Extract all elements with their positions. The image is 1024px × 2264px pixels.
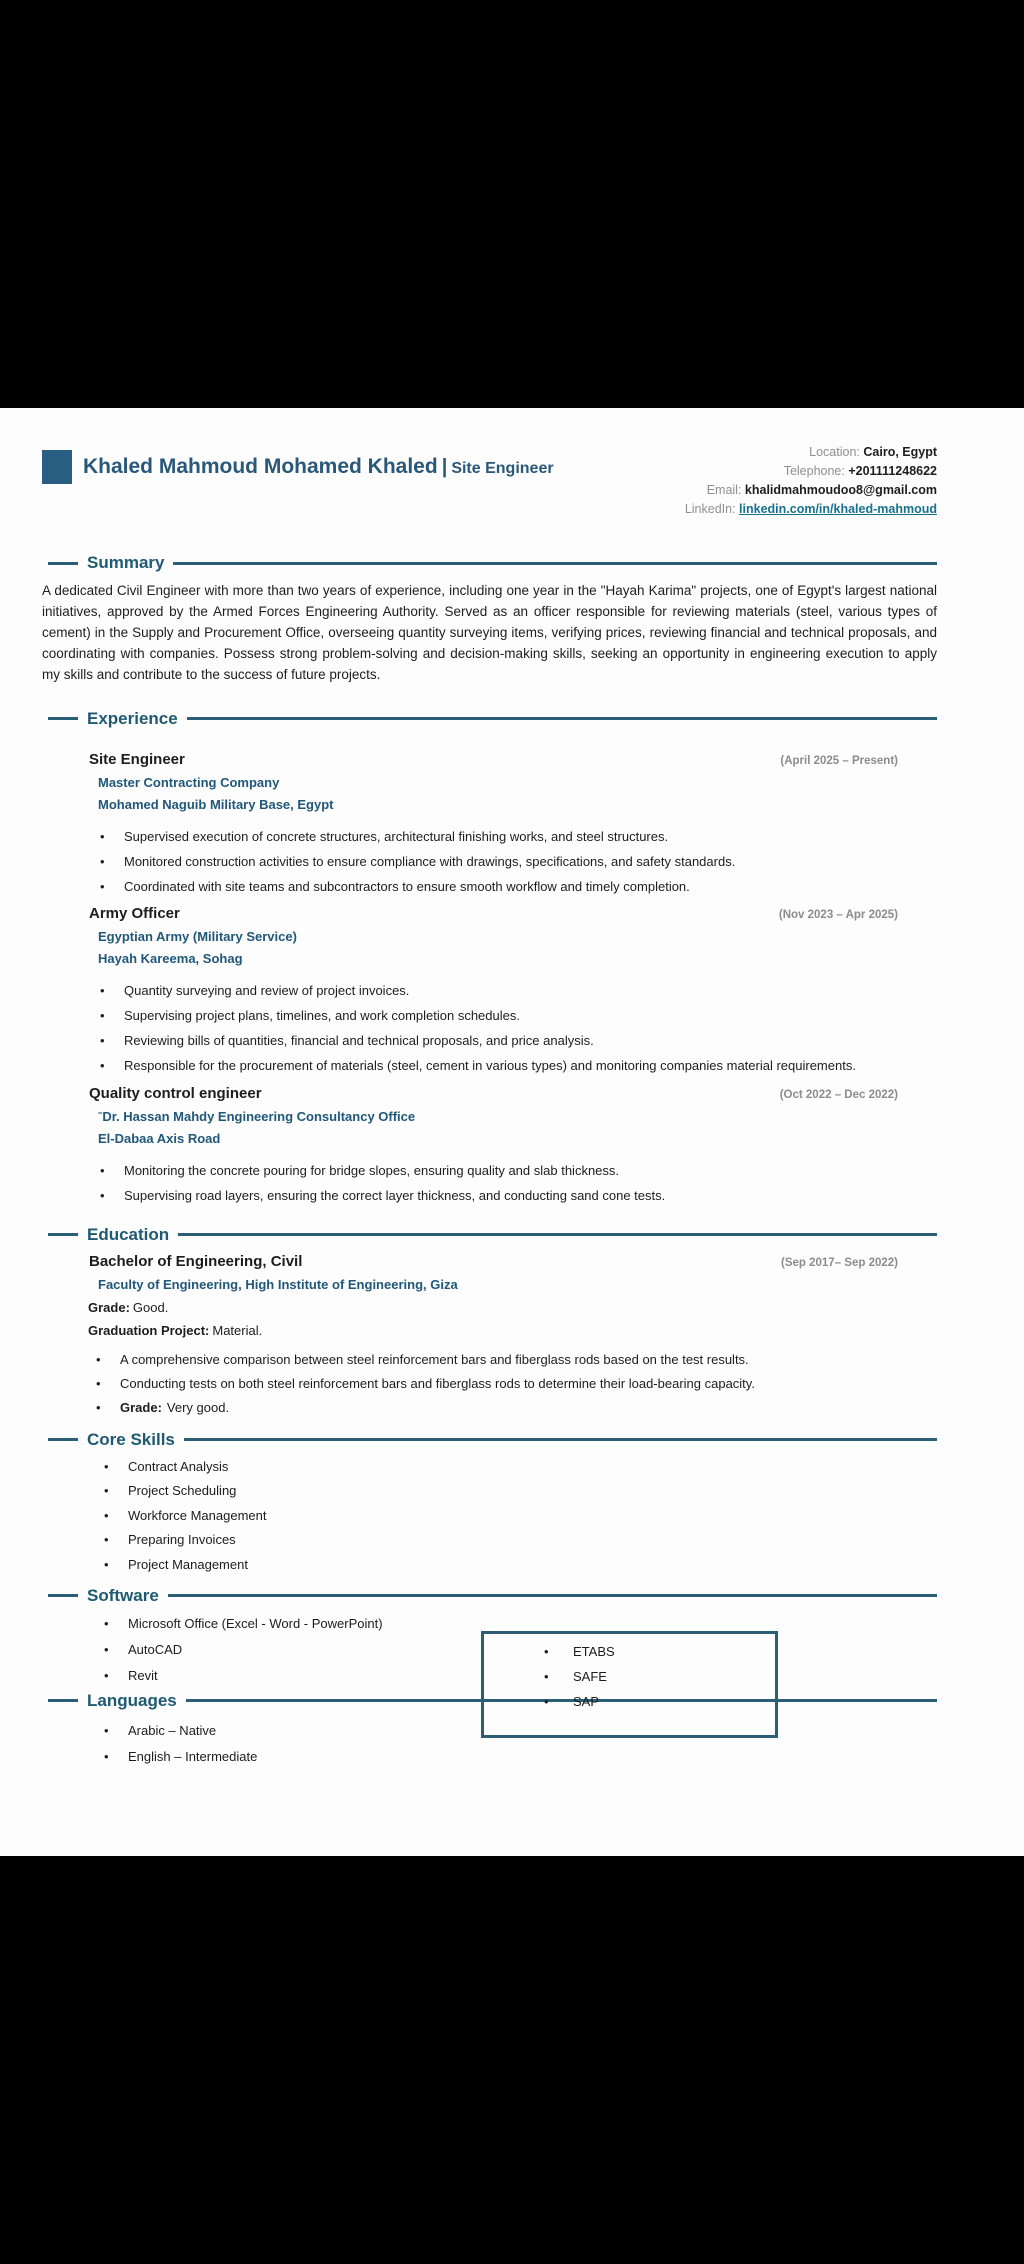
job-bullets — [42, 1158, 937, 1208]
location-value: Cairo, Egypt — [863, 445, 937, 459]
core-skills-list — [42, 1455, 937, 1578]
software-text: • AutoCAD — [128, 1641, 183, 1657]
project-label: Graduation Project: — [88, 1322, 210, 1338]
grade-bullet-value: Very good. — [166, 1399, 230, 1415]
contact-telephone — [685, 462, 937, 481]
summary-paragraph: A dedicated Civil Engineer with more than two years of experience, including one year in the "Hayah Karima" projects, one of Egypt's largest national initiatives, approved by the Armed Forces Engineering Authority. Served as an officer responsible for reviewing materials (steel, various types of cement) in the Supply and Procurement Office, overseeing quantity surveying items, verifying prices, reviewing financial and technical proposals, and coordinating with companies. Possess strong problem-solving and decision-making skills, seeking an opportunity in engineering execution to apply my skills and contribute to the success of future projects. — [42, 583, 937, 682]
person-name: Khaled Mahmoud Mohamed Khaled — [83, 455, 438, 478]
job-location: El-Dabaa Axis Road — [98, 1130, 221, 1146]
name-role-separator: | — [441, 456, 448, 478]
telephone-label: Telephone: — [783, 464, 845, 478]
location-label: Location: — [809, 445, 860, 459]
name-block — [42, 450, 554, 518]
skill-item — [42, 1528, 937, 1553]
skill-text: • Workforce Management — [128, 1507, 267, 1523]
skill-item — [42, 1553, 937, 1578]
rule-right — [187, 717, 937, 720]
job-location: Hayah Kareema, Sohag — [98, 950, 243, 966]
degree-header — [42, 1250, 937, 1274]
job-organization: Egyptian Army (Military Service) — [98, 928, 297, 944]
bullet-text: • Conducting tests on both steel reinforcement bars and fiberglass rods to determine their load-bearing capacity. — [120, 1375, 755, 1391]
bullet-item — [42, 1053, 937, 1078]
bullet-text: • Supervising road layers, ensuring the correct layer thickness, and conducting sand cone tests. — [124, 1187, 666, 1203]
language-text: • English – Intermediate — [128, 1748, 258, 1764]
contact-linkedin — [685, 500, 937, 519]
grade-label: Grade: — [88, 1299, 130, 1315]
bullet-text: • Monitored construction activities to ensure compliance with drawings, specifications, and safety standards. — [124, 853, 736, 869]
degree-title: Bachelor of Engineering, Civil — [89, 1252, 303, 1270]
software-text: • Revit — [128, 1667, 158, 1683]
contact-block — [685, 443, 937, 518]
email-label: Email: — [706, 483, 742, 497]
bullet-item — [42, 849, 937, 874]
linkedin-label: LinkedIn: — [684, 502, 736, 516]
bullet-item — [42, 978, 937, 1003]
bullet-item — [42, 1396, 937, 1420]
job-header — [42, 1082, 937, 1106]
email-value: khalidmahmoudoo8@gmail.com — [744, 483, 937, 497]
rule-right — [173, 562, 937, 565]
bullet-item — [42, 1158, 937, 1183]
section-header-education — [48, 1224, 937, 1246]
bullet-text: • Responsible for the procurement of materials (steel, cement in various types) and monitoring companies material requirements. — [124, 1057, 856, 1073]
resume-document — [0, 408, 1024, 1856]
software-text: • Microsoft Office (Excel - Word - PowerPoint) — [128, 1615, 383, 1631]
software-text: • SAFE — [573, 1669, 607, 1684]
job-organization: ˉDr. Hassan Mahdy Engineering Consultancy Office — [98, 1108, 416, 1124]
rule-left — [48, 1699, 78, 1702]
bullet-item — [42, 1183, 937, 1208]
software-list-right-box — [481, 1631, 778, 1738]
section-header-software — [48, 1585, 937, 1607]
software-item — [484, 1689, 775, 1714]
graduation-project-line — [42, 1319, 937, 1342]
grade-line — [42, 1296, 937, 1319]
job-organization: Master Contracting Company — [98, 774, 280, 790]
bullet-text: • A comprehensive comparison between steel reinforcement bars and fiberglass rods based on the test results. — [120, 1351, 749, 1367]
skill-item — [42, 1504, 937, 1529]
education-title: Education — [87, 1224, 170, 1244]
grade-value: Good. — [132, 1299, 169, 1315]
person-role: Site Engineer — [451, 460, 554, 477]
contact-location — [685, 443, 937, 462]
summary-title: Summary — [87, 553, 165, 572]
software-item — [484, 1664, 775, 1689]
skill-text: • Project Management — [128, 1556, 248, 1572]
contact-email — [685, 481, 937, 500]
skill-text: • Project Scheduling — [128, 1483, 237, 1499]
bullet-item — [42, 1003, 937, 1028]
language-text: • Arabic – Native — [128, 1722, 217, 1738]
rule-left — [48, 1594, 78, 1597]
rule-left — [48, 717, 78, 720]
job-title: Quality control engineer — [89, 1084, 262, 1102]
rule-right — [178, 1233, 937, 1236]
name-line — [83, 450, 554, 486]
bullet-text: • Coordinated with site teams and subcontractors to ensure smooth workflow and timely completion. — [124, 878, 690, 894]
language-item — [42, 1744, 937, 1770]
job-location: Mohamed Naguib Military Base, Egypt — [98, 796, 334, 812]
job-date: (Nov 2023 – Apr 2025) — [778, 908, 898, 921]
skill-text: • Contract Analysis — [128, 1458, 229, 1474]
job-title: Site Engineer — [89, 750, 185, 768]
school-name: Faculty of Engineering, High Institute of Engineering, Giza — [98, 1276, 458, 1292]
degree-date: (Sep 2017– Sep 2022) — [781, 1256, 898, 1269]
section-header-summary — [48, 552, 937, 574]
software-text: • SAP — [573, 1694, 600, 1709]
bullet-text: • Quantity surveying and review of project invoices. — [124, 982, 410, 998]
skill-item — [42, 1479, 937, 1504]
education-bullets — [42, 1348, 937, 1420]
rule-left — [48, 1233, 78, 1236]
section-header-experience — [48, 708, 937, 730]
bullet-item — [42, 824, 937, 849]
job-header — [42, 902, 937, 926]
job-title: Army Officer — [89, 904, 180, 922]
rule-right — [184, 1438, 937, 1441]
job-date: (Oct 2022 – Dec 2022) — [779, 1088, 898, 1101]
bullet-item — [42, 874, 937, 899]
brand-square-icon — [42, 450, 72, 484]
project-value: Material. — [212, 1322, 263, 1338]
bullet-text: • Supervised execution of concrete structures, architectural finishing works, and steel structures. — [124, 828, 669, 844]
bullet-item — [42, 1372, 937, 1396]
experience-title: Experience — [87, 708, 178, 728]
bullet-text: • Supervising project plans, timelines, and work completion schedules. — [124, 1007, 520, 1023]
job-bullets — [42, 824, 937, 899]
software-title: Software — [87, 1585, 159, 1605]
job-bullets — [42, 978, 937, 1078]
rule-left — [48, 1438, 78, 1441]
bullet-text: • Reviewing bills of quantities, financial and technical proposals, and price analysis. — [124, 1032, 594, 1048]
telephone-value: +201111248622 — [848, 464, 937, 478]
section-header-core-skills — [48, 1429, 937, 1451]
job-header — [42, 748, 937, 772]
software-text: • ETABS — [573, 1644, 615, 1659]
software-item — [484, 1639, 775, 1664]
grade-bullet-label: • Grade: — [120, 1399, 162, 1415]
skill-item — [42, 1455, 937, 1480]
skill-text: • Preparing Invoices — [128, 1532, 236, 1548]
linkedin-link[interactable]: linkedin.com/in/khaled-mahmoud — [739, 502, 937, 516]
rule-left — [48, 562, 78, 565]
bullet-item — [42, 1348, 937, 1372]
languages-title: Languages — [87, 1690, 177, 1710]
job-date: (April 2025 – Present) — [780, 754, 898, 767]
bullet-text: • Monitoring the concrete pouring for bridge slopes, ensuring quality and slab thickness. — [124, 1162, 620, 1178]
resume-header — [42, 442, 937, 518]
core-skills-title: Core Skills — [87, 1429, 175, 1449]
rule-right — [168, 1594, 937, 1597]
bullet-item — [42, 1028, 937, 1053]
